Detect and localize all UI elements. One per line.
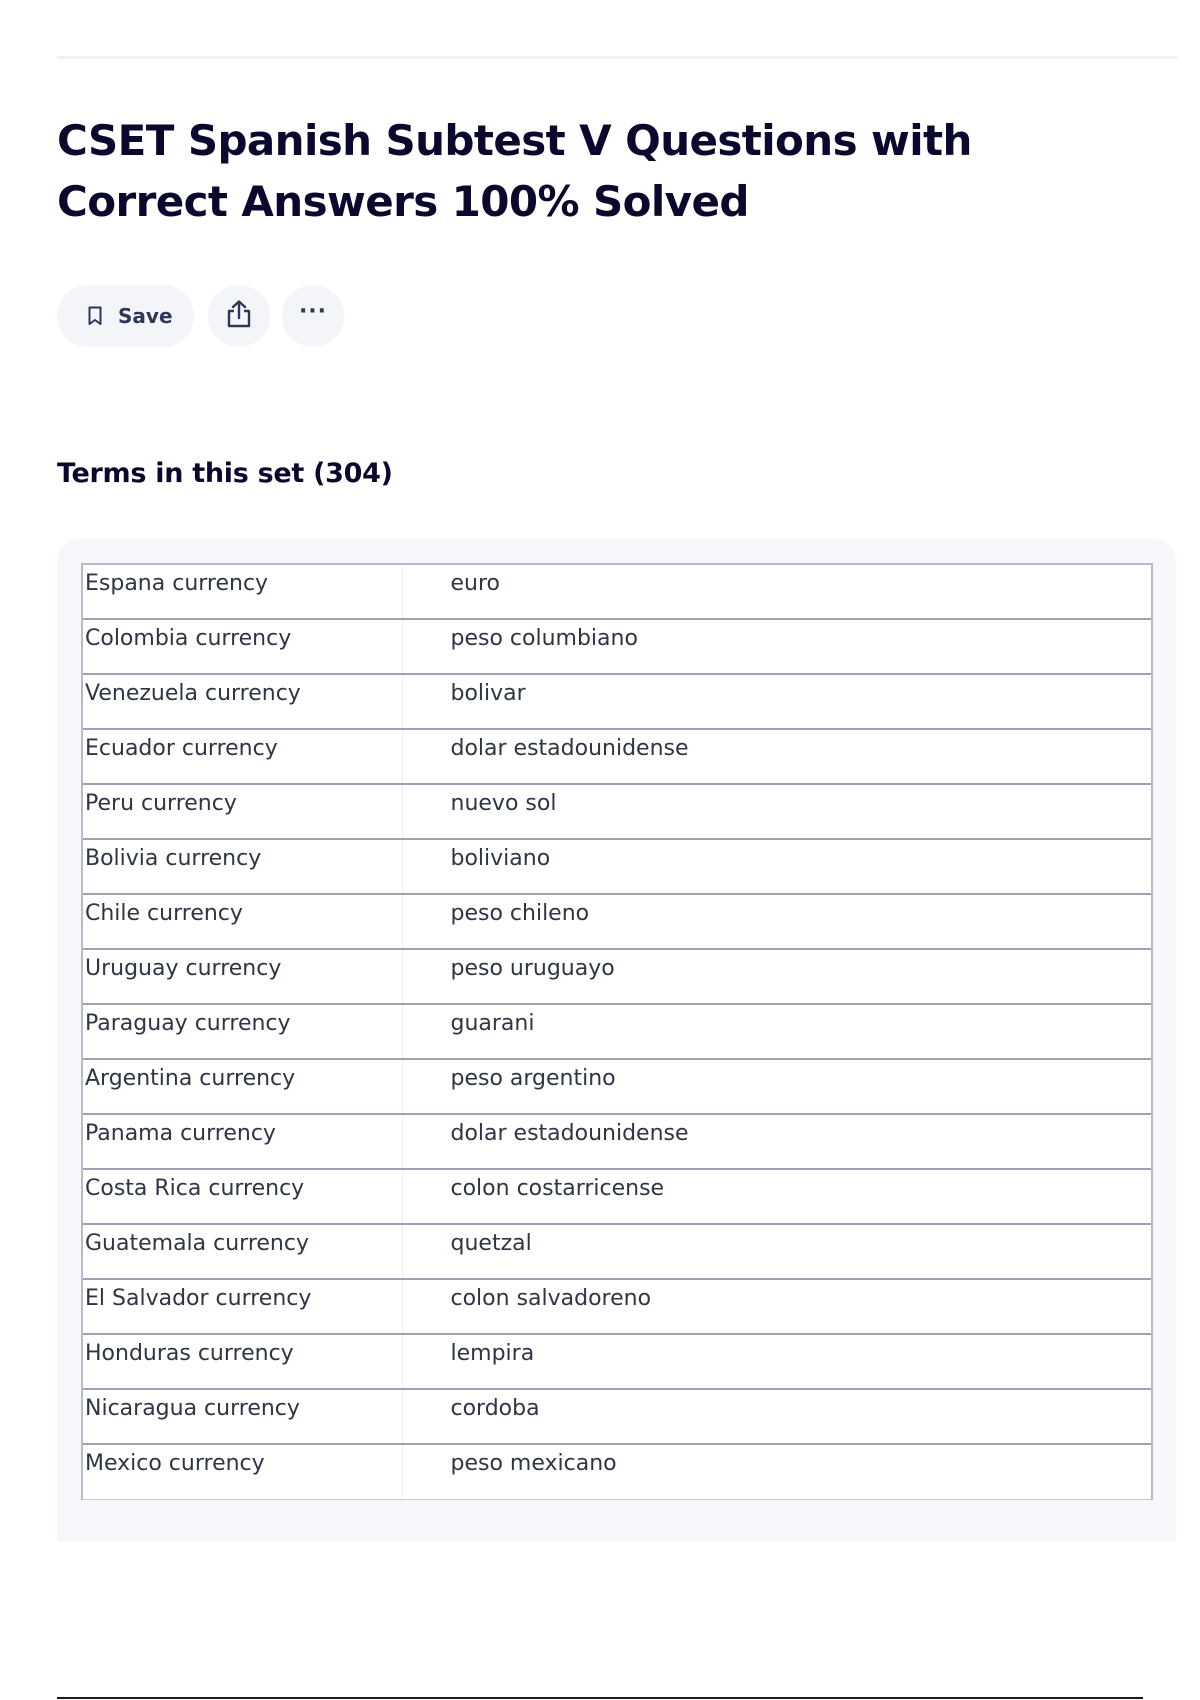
term-text: Uruguay currency bbox=[82, 949, 402, 1004]
term-row bbox=[82, 949, 1152, 1004]
bottom-divider bbox=[57, 1697, 1143, 1699]
term-text: El Salvador currency bbox=[82, 1279, 402, 1334]
term-row bbox=[82, 1224, 1152, 1279]
definition-text: colon salvadoreno bbox=[402, 1279, 1152, 1334]
term-row bbox=[82, 839, 1152, 894]
definition-text: euro bbox=[402, 564, 1152, 619]
save-button[interactable] bbox=[57, 285, 194, 347]
term-text: Honduras currency bbox=[82, 1334, 402, 1389]
definition-text: boliviano bbox=[402, 839, 1152, 894]
share-icon bbox=[225, 299, 253, 333]
definition-text: dolar estadounidense bbox=[402, 1114, 1152, 1169]
definition-text: quetzal bbox=[402, 1224, 1152, 1279]
term-text: Nicaragua currency bbox=[82, 1389, 402, 1444]
term-row bbox=[82, 894, 1152, 949]
term-row bbox=[82, 1389, 1152, 1444]
definition-text: lempira bbox=[402, 1334, 1152, 1389]
term-row bbox=[82, 1334, 1152, 1389]
bookmark-icon bbox=[86, 305, 104, 327]
definition-text: peso chileno bbox=[402, 894, 1152, 949]
term-text: Chile currency bbox=[82, 894, 402, 949]
term-row bbox=[82, 674, 1152, 729]
term-text: Argentina currency bbox=[82, 1059, 402, 1114]
term-text: Mexico currency bbox=[82, 1444, 402, 1499]
more-horizontal-icon: ··· bbox=[298, 299, 328, 324]
term-row bbox=[82, 1169, 1152, 1224]
term-row bbox=[82, 1004, 1152, 1059]
share-button[interactable] bbox=[208, 285, 270, 347]
term-text: Guatemala currency bbox=[82, 1224, 402, 1279]
term-text: Colombia currency bbox=[82, 619, 402, 674]
definition-text: dolar estadounidense bbox=[402, 729, 1152, 784]
term-text: Paraguay currency bbox=[82, 1004, 402, 1059]
term-text: Bolivia currency bbox=[82, 839, 402, 894]
definition-text: bolivar bbox=[402, 674, 1152, 729]
term-text: Costa Rica currency bbox=[82, 1169, 402, 1224]
term-row bbox=[82, 1279, 1152, 1334]
definition-text: peso columbiano bbox=[402, 619, 1152, 674]
term-text: Ecuador currency bbox=[82, 729, 402, 784]
term-row bbox=[82, 729, 1152, 784]
definition-text: cordoba bbox=[402, 1389, 1152, 1444]
term-row bbox=[82, 1059, 1152, 1114]
save-label: Save bbox=[118, 304, 173, 328]
term-row bbox=[82, 784, 1152, 839]
more-options-button[interactable] bbox=[282, 285, 344, 347]
term-row bbox=[82, 564, 1152, 619]
definition-text: peso argentino bbox=[402, 1059, 1152, 1114]
definition-text: peso mexicano bbox=[402, 1444, 1152, 1499]
terms-table bbox=[81, 563, 1153, 1500]
term-text: Peru currency bbox=[82, 784, 402, 839]
term-text: Venezuela currency bbox=[82, 674, 402, 729]
action-bar bbox=[57, 285, 356, 347]
definition-text: guarani bbox=[402, 1004, 1152, 1059]
page-title: CSET Spanish Subtest V Questions with Correct Answers 100% Solved bbox=[57, 116, 972, 226]
definition-text: colon costarricense bbox=[402, 1169, 1152, 1224]
term-row bbox=[82, 1444, 1152, 1499]
definition-text: nuevo sol bbox=[402, 784, 1152, 839]
term-text: Espana currency bbox=[82, 564, 402, 619]
definition-text: peso uruguayo bbox=[402, 949, 1152, 1004]
term-row bbox=[82, 619, 1152, 674]
term-text: Panama currency bbox=[82, 1114, 402, 1169]
top-divider bbox=[57, 56, 1177, 59]
term-row bbox=[82, 1114, 1152, 1169]
terms-heading: Terms in this set (304) bbox=[57, 458, 393, 489]
